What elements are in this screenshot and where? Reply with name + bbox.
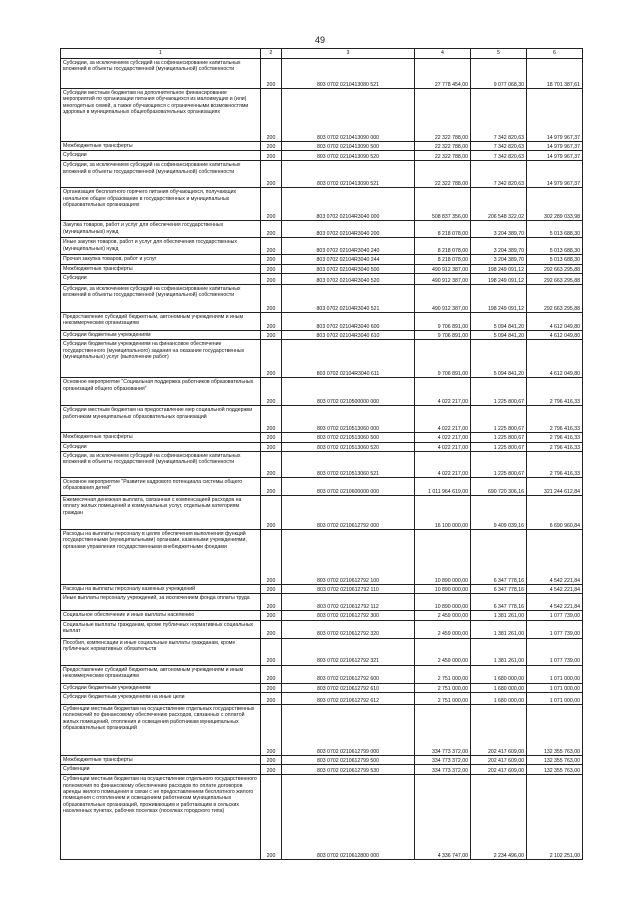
unexecuted-amount-cell: 1 071 000,00 <box>527 683 583 692</box>
item-name-cell: Субсидии, за исключением субсидий на софинансирование капитальных вложений в объекты государственной (муниципальной) собственности <box>61 161 261 188</box>
unexecuted-amount-cell: 1 071 000,00 <box>527 693 583 705</box>
item-name-cell: Субсидии бюджетным учреждениям <box>61 331 261 340</box>
executed-amount-cell: 5 094 841,20 <box>471 331 527 340</box>
unexecuted-amount-cell: 5 013 688,30 <box>527 255 583 264</box>
unexecuted-amount-cell: 292 663 295,88 <box>527 274 583 285</box>
line-code-cell: 200 <box>261 313 282 331</box>
table-row <box>61 775 583 860</box>
item-name-cell: Предоставление субсидий бюджетным, автономным учреждениям и иным некоммерческим организациям <box>61 313 261 331</box>
unexecuted-amount-cell: 4 542 221,84 <box>527 594 583 611</box>
budget-code-cell: 803 0702 0210413080 521 <box>282 59 415 89</box>
table-row <box>61 151 583 161</box>
line-code-cell: 200 <box>261 611 282 620</box>
unexecuted-amount-cell: 132 355 763,00 <box>527 705 583 756</box>
budget-code-cell: 803 0702 0210513060 000 <box>282 406 415 433</box>
line-code-cell: 200 <box>261 693 282 705</box>
budget-code-cell: 803 0702 0210612792 100 <box>282 530 415 585</box>
unexecuted-amount-cell: 4 612 049,80 <box>527 313 583 331</box>
budget-code-cell: 803 0702 0210612792 320 <box>282 620 415 638</box>
column-number: 4 <box>415 49 471 59</box>
line-code-cell: 200 <box>261 89 282 142</box>
item-name-cell: Основное мероприятие "Развитие кадрового потенциала системы общего образования детей" <box>61 478 261 496</box>
approved-amount-cell: 4 022 217,00 <box>415 433 471 442</box>
line-code-cell: 200 <box>261 620 282 638</box>
executed-amount-cell: 5 094 841,20 <box>471 313 527 331</box>
line-code-cell: 200 <box>261 433 282 442</box>
unexecuted-amount-cell: 2 796 416,33 <box>527 452 583 478</box>
item-name-cell: Субсидии бюджетным учреждениям на финансовое обеспечение государственного (муниципального) задания на оказание государственных (муниципальных) услуг (выполнение работ) <box>61 340 261 378</box>
line-code-cell: 200 <box>261 705 282 756</box>
approved-amount-cell: 2 751 000,00 <box>415 683 471 692</box>
approved-amount-cell: 490 912 387,00 <box>415 274 471 285</box>
line-code-cell: 200 <box>261 59 282 89</box>
executed-amount-cell: 3 204 389,70 <box>471 238 527 255</box>
executed-amount-cell: 206 548 322,02 <box>471 188 527 221</box>
executed-amount-cell: 1 225 800,67 <box>471 406 527 433</box>
unexecuted-amount-cell: 132 355 763,00 <box>527 765 583 775</box>
line-code-cell: 200 <box>261 340 282 378</box>
item-name-cell: Субсидии, за исключением субсидий на софинансирование капитальных вложений в объекты государственной (муниципальной) собственности <box>61 285 261 313</box>
table-row <box>61 638 583 665</box>
budget-code-cell: 803 0702 02104R3040 600 <box>282 313 415 331</box>
unexecuted-amount-cell: 132 355 763,00 <box>527 756 583 765</box>
line-code-cell: 200 <box>261 665 282 683</box>
unexecuted-amount-cell: 5 013 688,30 <box>527 238 583 255</box>
approved-amount-cell: 2 751 000,00 <box>415 693 471 705</box>
table-row <box>61 221 583 238</box>
line-code-cell: 200 <box>261 765 282 775</box>
budget-code-cell: 803 0702 0210500000 000 <box>282 378 415 406</box>
approved-amount-cell: 4 022 217,00 <box>415 442 471 451</box>
unexecuted-amount-cell: 302 289 033,98 <box>527 188 583 221</box>
approved-amount-cell: 22 322 788,00 <box>415 161 471 188</box>
approved-amount-cell: 4 022 217,00 <box>415 406 471 433</box>
approved-amount-cell: 27 778 454,00 <box>415 59 471 89</box>
line-code-cell: 200 <box>261 161 282 188</box>
unexecuted-amount-cell: 5 013 688,30 <box>527 221 583 238</box>
table-row <box>61 89 583 142</box>
table-row <box>61 496 583 530</box>
line-code-cell: 200 <box>261 406 282 433</box>
unexecuted-amount-cell: 4 542 221,84 <box>527 585 583 594</box>
executed-amount-cell: 198 249 091,12 <box>471 285 527 313</box>
approved-amount-cell: 4 336 747,00 <box>415 775 471 860</box>
line-code-cell: 200 <box>261 756 282 765</box>
unexecuted-amount-cell: 2 796 416,33 <box>527 406 583 433</box>
executed-amount-cell: 7 342 820,63 <box>471 142 527 151</box>
line-code-cell: 200 <box>261 442 282 451</box>
executed-amount-cell: 6 347 778,16 <box>471 594 527 611</box>
approved-amount-cell: 8 218 078,00 <box>415 221 471 238</box>
budget-code-cell: 803 0702 02104R3040 000 <box>282 188 415 221</box>
unexecuted-amount-cell: 1 077 739,00 <box>527 620 583 638</box>
budget-table <box>60 48 583 860</box>
unexecuted-amount-cell: 2 796 416,33 <box>527 433 583 442</box>
unexecuted-amount-cell: 14 979 967,37 <box>527 89 583 142</box>
executed-amount-cell: 1 680 000,00 <box>471 683 527 692</box>
line-code-cell: 200 <box>261 638 282 665</box>
executed-amount-cell: 690 720 306,16 <box>471 478 527 496</box>
unexecuted-amount-cell: 14 979 967,37 <box>527 161 583 188</box>
item-name-cell: Расходы на выплаты персоналу казенных учреждений <box>61 585 261 594</box>
table-row <box>61 142 583 151</box>
executed-amount-cell: 7 342 820,63 <box>471 151 527 161</box>
line-code-cell: 200 <box>261 683 282 692</box>
executed-amount-cell: 7 342 820,63 <box>471 89 527 142</box>
column-number: 3 <box>282 49 415 59</box>
line-code-cell: 200 <box>261 151 282 161</box>
approved-amount-cell: 334 773 372,00 <box>415 756 471 765</box>
budget-code-cell: 803 0702 0210413090 521 <box>282 161 415 188</box>
table-row <box>61 331 583 340</box>
approved-amount-cell: 16 100 000,00 <box>415 496 471 530</box>
item-name-cell: Субвенции <box>61 765 261 775</box>
approved-amount-cell: 2 459 000,00 <box>415 638 471 665</box>
item-name-cell: Ежемесячная денежная выплата, связанная с компенсацией расходов на оплату жилых помещений и коммунальных услуг, отдельным категориям граждан <box>61 496 261 530</box>
item-name-cell: Межбюджетные трансферты <box>61 433 261 442</box>
budget-code-cell: 803 0702 0210612792 600 <box>282 665 415 683</box>
executed-amount-cell: 1 680 000,00 <box>471 693 527 705</box>
unexecuted-amount-cell: 321 244 612,84 <box>527 478 583 496</box>
executed-amount-cell: 1 225 800,67 <box>471 452 527 478</box>
item-name-cell: Субсидии, за исключением субсидий на софинансирование капитальных вложений в объекты государственной (муниципальной) собственности <box>61 452 261 478</box>
approved-amount-cell: 490 912 387,00 <box>415 285 471 313</box>
budget-code-cell: 803 0702 0210413090 500 <box>282 142 415 151</box>
table-row <box>61 478 583 496</box>
item-name-cell: Расходы на выплаты персоналу в целях обеспечения выполнения функций государственными (муниципальными) органами, казенными учреждениями, органами управления государственными внебюджетными фондами <box>61 530 261 585</box>
item-name-cell: Субсидии <box>61 442 261 451</box>
item-name-cell: Субсидии <box>61 274 261 285</box>
table-row <box>61 340 583 378</box>
approved-amount-cell: 10 890 000,00 <box>415 585 471 594</box>
line-code-cell: 200 <box>261 142 282 151</box>
executed-amount-cell: 202 417 609,00 <box>471 756 527 765</box>
table-row <box>61 765 583 775</box>
item-name-cell: Социальные выплаты гражданам, кроме публичных нормативных социальных выплат <box>61 620 261 638</box>
budget-code-cell: 803 0702 0210612792 112 <box>282 594 415 611</box>
line-code-cell: 200 <box>261 478 282 496</box>
budget-code-cell: 803 0702 02104R3040 520 <box>282 274 415 285</box>
unexecuted-amount-cell: 14 979 967,37 <box>527 142 583 151</box>
table-row <box>61 285 583 313</box>
approved-amount-cell: 1 011 964 619,00 <box>415 478 471 496</box>
page-number: 49 <box>314 35 325 45</box>
approved-amount-cell: 22 322 788,00 <box>415 142 471 151</box>
table-row <box>61 264 583 273</box>
budget-code-cell: 803 0702 02104R3040 244 <box>282 255 415 264</box>
table-row <box>61 530 583 585</box>
budget-code-cell: 803 0702 0210612792 000 <box>282 496 415 530</box>
unexecuted-amount-cell: 4 612 049,80 <box>527 331 583 340</box>
table-row <box>61 683 583 692</box>
executed-amount-cell: 9 409 039,16 <box>471 496 527 530</box>
column-number: 2 <box>261 49 282 59</box>
item-name-cell: Прочая закупка товаров, работ и услуг <box>61 255 261 264</box>
table-row <box>61 442 583 451</box>
approved-amount-cell: 10 890 000,00 <box>415 594 471 611</box>
approved-amount-cell: 490 912 387,00 <box>415 264 471 273</box>
approved-amount-cell: 2 459 000,00 <box>415 611 471 620</box>
executed-amount-cell: 198 249 091,12 <box>471 264 527 273</box>
approved-amount-cell: 2 751 000,00 <box>415 665 471 683</box>
budget-code-cell: 803 0702 02104R3040 611 <box>282 340 415 378</box>
line-code-cell: 200 <box>261 594 282 611</box>
budget-code-cell: 803 0702 0210413090 520 <box>282 151 415 161</box>
item-name-cell: Пособия, компенсации и иные социальные выплаты гражданам, кроме публичных нормативных обязательств <box>61 638 261 665</box>
approved-amount-cell: 8 218 078,00 <box>415 255 471 264</box>
table-row <box>61 274 583 285</box>
budget-code-cell: 803 0702 0210612799 530 <box>282 765 415 775</box>
table-row <box>61 756 583 765</box>
budget-code-cell: 803 0702 0210513060 521 <box>282 452 415 478</box>
approved-amount-cell: 4 022 217,00 <box>415 378 471 406</box>
item-name-cell: Основное мероприятие "Социальная поддержка работников образовательных организаций общего образования" <box>61 378 261 406</box>
table-row <box>61 59 583 89</box>
executed-amount-cell: 1 381 261,00 <box>471 620 527 638</box>
budget-code-cell: 803 0702 0210600000 000 <box>282 478 415 496</box>
approved-amount-cell: 334 773 372,00 <box>415 705 471 756</box>
line-code-cell: 200 <box>261 274 282 285</box>
line-code-cell: 200 <box>261 496 282 530</box>
item-name-cell: Субсидии <box>61 151 261 161</box>
item-name-cell: Организация бесплатного горячего питания обучающихся, получающих начальное общее образование в государственных и муниципальных образовательных организациях <box>61 188 261 221</box>
executed-amount-cell: 1 381 261,00 <box>471 611 527 620</box>
table-row <box>61 255 583 264</box>
line-code-cell: 200 <box>261 255 282 264</box>
item-name-cell: Субсидии местным бюджетам на предоставление мер социальной поддержки работникам муниципальных образовательных организаций <box>61 406 261 433</box>
budget-code-cell: 803 0702 0210612792 300 <box>282 611 415 620</box>
executed-amount-cell: 202 417 609,00 <box>471 765 527 775</box>
item-name-cell: Субсидии бюджетным учреждениям на иные цели <box>61 693 261 705</box>
approved-amount-cell: 9 706 891,00 <box>415 331 471 340</box>
item-name-cell: Межбюджетные трансферты <box>61 264 261 273</box>
column-number-row <box>61 49 583 59</box>
line-code-cell: 200 <box>261 585 282 594</box>
unexecuted-amount-cell: 2 796 416,33 <box>527 442 583 451</box>
approved-amount-cell: 10 890 000,00 <box>415 530 471 585</box>
item-name-cell: Социальное обеспечение и иные выплаты населению <box>61 611 261 620</box>
unexecuted-amount-cell: 1 077 739,00 <box>527 611 583 620</box>
item-name-cell: Иные выплаты персоналу учреждений, за исключением фонда оплаты труда <box>61 594 261 611</box>
unexecuted-amount-cell: 6 690 960,84 <box>527 496 583 530</box>
table-row <box>61 161 583 188</box>
executed-amount-cell: 2 234 496,00 <box>471 775 527 860</box>
table-row <box>61 665 583 683</box>
line-code-cell: 200 <box>261 530 282 585</box>
budget-code-cell: 803 0702 0210612792 612 <box>282 693 415 705</box>
budget-code-cell: 803 0702 0210612799 000 <box>282 705 415 756</box>
budget-code-cell: 803 0702 0210612800 000 <box>282 775 415 860</box>
budget-code-cell: 803 0702 0210413090 000 <box>282 89 415 142</box>
item-name-cell: Субсидии, за исключением субсидий на софинансирование капитальных вложений в объекты государственной (муниципальной) собственности <box>61 59 261 89</box>
table-row <box>61 452 583 478</box>
table-row <box>61 378 583 406</box>
line-code-cell: 200 <box>261 775 282 860</box>
approved-amount-cell: 334 773 372,00 <box>415 765 471 775</box>
column-number: 6 <box>527 49 583 59</box>
executed-amount-cell: 3 204 389,70 <box>471 255 527 264</box>
table-row <box>61 406 583 433</box>
table-row <box>61 611 583 620</box>
budget-code-cell: 803 0702 02104R3040 610 <box>282 331 415 340</box>
executed-amount-cell: 202 417 609,00 <box>471 705 527 756</box>
executed-amount-cell: 7 342 820,63 <box>471 161 527 188</box>
approved-amount-cell: 22 322 788,00 <box>415 89 471 142</box>
approved-amount-cell: 4 022 217,00 <box>415 452 471 478</box>
budget-code-cell: 803 0702 02104R3040 200 <box>282 221 415 238</box>
item-name-cell: Закупка товаров, работ и услуг для обеспечения государственных (муниципальных) нужд <box>61 221 261 238</box>
line-code-cell: 200 <box>261 331 282 340</box>
unexecuted-amount-cell: 4 542 221,84 <box>527 530 583 585</box>
approved-amount-cell: 2 459 000,00 <box>415 620 471 638</box>
budget-code-cell: 803 0702 0210612792 321 <box>282 638 415 665</box>
approved-amount-cell: 8 218 078,00 <box>415 238 471 255</box>
table-row <box>61 188 583 221</box>
executed-amount-cell: 1 680 000,00 <box>471 665 527 683</box>
table-row <box>61 693 583 705</box>
column-number: 1 <box>61 49 261 59</box>
budget-code-cell: 803 0702 02104R3040 521 <box>282 285 415 313</box>
unexecuted-amount-cell: 4 612 049,80 <box>527 340 583 378</box>
table-row <box>61 585 583 594</box>
column-number: 5 <box>471 49 527 59</box>
item-name-cell: Иные закупки товаров, работ и услуг для обеспечения государственных (муниципальных) нужд <box>61 238 261 255</box>
line-code-cell: 200 <box>261 238 282 255</box>
executed-amount-cell: 198 249 091,12 <box>471 274 527 285</box>
executed-amount-cell: 1 225 800,67 <box>471 442 527 451</box>
line-code-cell: 200 <box>261 188 282 221</box>
executed-amount-cell: 1 225 800,67 <box>471 378 527 406</box>
table-row <box>61 238 583 255</box>
executed-amount-cell: 1 225 800,67 <box>471 433 527 442</box>
line-code-cell: 200 <box>261 221 282 238</box>
budget-table-body <box>61 49 583 860</box>
item-name-cell: Субвенции местным бюджетам на осуществление отдельных государственных полномочий по финансовому обеспечению расходов, связанных с оплатой жилых помещений, отопления и освещения работникам муниципальных образовательных организаций <box>61 705 261 756</box>
line-code-cell: 200 <box>261 378 282 406</box>
approved-amount-cell: 508 837 356,00 <box>415 188 471 221</box>
executed-amount-cell: 9 077 068,30 <box>471 59 527 89</box>
executed-amount-cell: 5 094 841,20 <box>471 340 527 378</box>
unexecuted-amount-cell: 292 663 295,88 <box>527 285 583 313</box>
line-code-cell: 200 <box>261 285 282 313</box>
table-row <box>61 620 583 638</box>
table-row <box>61 594 583 611</box>
budget-code-cell: 803 0702 0210513060 520 <box>282 442 415 451</box>
unexecuted-amount-cell: 2 796 416,33 <box>527 378 583 406</box>
budget-code-cell: 803 0702 0210612799 500 <box>282 756 415 765</box>
item-name-cell: Субвенции местным бюджетам на осуществление отдельного государственного полномочия по финансовому обеспечению расходов по оплате договоров аренды жилого помещения в связи с не предоставлением бесплатного жилого помещения с отоплением и освещением работникам муниципальных образовательных организаций, проживающим и работающим в сельских населенных пунктах, рабочих поселках (поселках городского типа) <box>61 775 261 860</box>
executed-amount-cell: 6 347 778,16 <box>471 585 527 594</box>
unexecuted-amount-cell: 14 979 967,37 <box>527 151 583 161</box>
item-name-cell: Субсидии бюджетным учреждениям <box>61 683 261 692</box>
executed-amount-cell: 1 381 261,00 <box>471 638 527 665</box>
line-code-cell: 200 <box>261 452 282 478</box>
unexecuted-amount-cell: 1 077 739,00 <box>527 638 583 665</box>
line-code-cell: 200 <box>261 264 282 273</box>
table-row <box>61 313 583 331</box>
item-name-cell: Предоставление субсидий бюджетным, автономным учреждениям и иным некоммерческим организациям <box>61 665 261 683</box>
approved-amount-cell: 9 706 891,00 <box>415 340 471 378</box>
budget-code-cell: 803 0702 0210612792 610 <box>282 683 415 692</box>
table-row <box>61 433 583 442</box>
unexecuted-amount-cell: 2 102 251,00 <box>527 775 583 860</box>
unexecuted-amount-cell: 1 071 000,00 <box>527 665 583 683</box>
item-name-cell: Межбюджетные трансферты <box>61 756 261 765</box>
item-name-cell: Субсидии местным бюджетам на дополнительное финансирование мероприятий по организации питания обучающихся из малоимущих и (или) многодетных семей, а также обучающихся с ограниченными возможностями здоровья в муниципальных общеобразовательных организациях <box>61 89 261 142</box>
budget-code-cell: 803 0702 02104R3040 500 <box>282 264 415 273</box>
unexecuted-amount-cell: 292 663 295,88 <box>527 264 583 273</box>
budget-code-cell: 803 0702 02104R3040 240 <box>282 238 415 255</box>
budget-code-cell: 803 0702 0210612792 110 <box>282 585 415 594</box>
table-row <box>61 705 583 756</box>
executed-amount-cell: 6 347 778,16 <box>471 530 527 585</box>
budget-code-cell: 803 0702 0210513060 500 <box>282 433 415 442</box>
executed-amount-cell: 3 204 389,70 <box>471 221 527 238</box>
unexecuted-amount-cell: 18 701 387,61 <box>527 59 583 89</box>
approved-amount-cell: 22 322 788,00 <box>415 151 471 161</box>
approved-amount-cell: 9 706 891,00 <box>415 313 471 331</box>
item-name-cell: Межбюджетные трансферты <box>61 142 261 151</box>
